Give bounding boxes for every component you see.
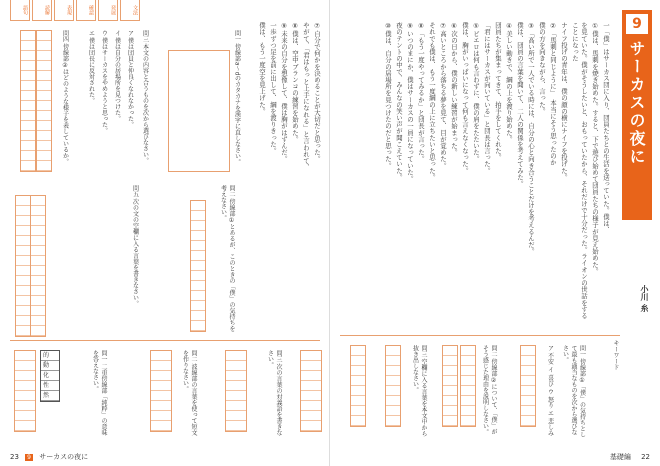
answer-grid[interactable]: [20, 30, 36, 172]
passage-column: ⑨未来の自分を想像して、僕は胸がはずんだ。: [280, 22, 288, 163]
passage-column: 「君にはサーカスが向いている」と団長は言った。: [483, 22, 491, 174]
question: 問二 傍線部①とあるが、このときの「僕」の気持ちを考えなさい。: [219, 185, 235, 332]
bottom-question: 問二 波線部の言葉を使って短文を作りなさい。: [181, 350, 197, 436]
passage-column: 一歩ずつ足を前に出して、綱を渡りきった。: [269, 22, 277, 154]
question-option: エ 僕は団長に反対された。: [87, 30, 95, 104]
right-page: [330, 0, 660, 466]
question-option: ア 僕は団員と仲良くなれなかった。: [126, 30, 134, 128]
answer-grid[interactable]: [150, 350, 172, 432]
page-number: 23: [10, 453, 19, 461]
answer-grid[interactable]: [190, 200, 206, 332]
answer-grid[interactable]: [460, 345, 476, 427]
footer-badge: 9: [27, 454, 31, 461]
option-item: 性: [41, 381, 59, 391]
lower-question: ア 不安 イ 喜び ウ 怒り エ 悲しみ: [546, 345, 554, 437]
section-divider: [10, 340, 320, 341]
passage-column: 僕は、団員の言葉を聞いて、二人の関係を考えてみた。: [516, 22, 524, 187]
answer-grid[interactable]: [385, 345, 401, 427]
kanji-answer-boxes[interactable]: [168, 50, 230, 172]
answer-grid[interactable]: [442, 345, 458, 427]
passage-column: 一「僕」はサーカス団に入り、団員たちとの生活を送っていた。僕は、: [602, 22, 610, 234]
footer-title: サーカスの夜に: [39, 453, 89, 461]
question-option: ウ 僕はサーカスをやめようと思った。: [100, 30, 108, 134]
author-name: 小川 糸: [640, 285, 649, 312]
left-passage: [248, 22, 323, 172]
option-table: [40, 350, 60, 402]
answer-grid[interactable]: [350, 345, 366, 427]
bottom-question: 問一 二重傍線部「純粋」の意味を答えなさい。: [91, 350, 107, 436]
question: 問四 傍線部②はどのような様子を表しているか。: [61, 30, 69, 165]
answer-grid[interactable]: [30, 195, 46, 337]
option-item: 動: [41, 361, 59, 371]
left-footer: [10, 452, 88, 462]
tab-item[interactable]: 文法: [120, 0, 140, 21]
passage-column: を見ていた。僕がそうしたいと、おもっていたから、それだけで十分だった。ライオンの世話をすることになった: [571, 22, 588, 319]
answer-grid[interactable]: [300, 350, 322, 432]
tab-item[interactable]: 語句: [10, 0, 30, 21]
question: 問一 傍線部a〜dのカタカナを漢字に直しなさい。: [233, 30, 241, 166]
passage-column: 僕は、胸がいっぱいになって何も言えなくなった。: [461, 22, 469, 174]
question: 問三 本文の内容と合うものを次から選びなさい。: [141, 30, 149, 164]
top-tabs: [10, 0, 160, 20]
answer-grid[interactable]: [225, 350, 247, 432]
passage-column: それでも僕は、もう一度綱の上に立ちたいと思った。: [428, 22, 436, 181]
tab-item[interactable]: 表現: [54, 0, 74, 21]
passage-column: ⑧僕は、空中ブランコの練習を始めた。: [291, 22, 299, 143]
passage-column: ⑥次の日から、僕の新しい練習が始まった。: [450, 22, 458, 156]
answer-grid[interactable]: [36, 30, 52, 172]
tab-item[interactable]: 確認: [76, 0, 96, 21]
passage-column: 僕は、もう一度空を見上げた。: [258, 22, 266, 115]
passage-column: 団員たちが集まってきて、拍手をしてくれた。: [494, 22, 502, 161]
option-item: 然: [41, 391, 59, 401]
passage-column: 夜のテントの中で、みんなの笑い声が聞こえていた。: [395, 22, 403, 181]
tab-item[interactable]: 発展: [98, 0, 118, 21]
passage-column: 僕の方を向きながら、言った。: [538, 22, 546, 115]
footer-section: 基礎編: [609, 453, 631, 461]
lower-question: 問一 傍線部①「僕」の気持ちとして最も適当なものを次から選びなさい。: [561, 345, 586, 438]
lesson-title-block: [622, 10, 652, 220]
passage-column: ⑦自分で何かを決めることが大切だと思った。: [313, 22, 321, 163]
question-option: イ 僕は自分の居場所を見つけた。: [113, 30, 121, 122]
page-number: 22: [641, 453, 650, 461]
passage-column: ⑩僕は、自分の居場所を見つけたのだと思った。: [384, 22, 392, 169]
passage-column: ⑦高いところから落ちる夢を見て、目が覚めた。: [439, 22, 447, 169]
section-divider: [340, 335, 620, 336]
passage-column: ④美しい動きで、綱の上を渡り始めた。: [505, 22, 513, 143]
answer-grid[interactable]: [15, 195, 31, 337]
tab-item[interactable]: 読解: [32, 0, 52, 21]
passage-column: ナイフ投げの青年は、僕の顔の横にナイフを投げた。: [560, 22, 568, 181]
question: 問五 次の文の空欄に入る言葉を書きなさい。: [131, 185, 139, 307]
passage-column: やがて、「君はもっと上手になれる」と言われて、: [302, 22, 310, 171]
main-passage: [340, 22, 612, 322]
answer-grid[interactable]: [520, 345, 536, 427]
note-label: キーワード: [612, 340, 619, 370]
right-footer: [610, 452, 650, 462]
option-item: 化: [41, 371, 59, 381]
lower-question: 問三 空欄に入る言葉を本文中から抜き出しなさい。: [411, 345, 427, 437]
answer-grid[interactable]: [14, 350, 36, 432]
option-item: 的: [41, 351, 59, 361]
passage-column: ⑧「もう一度やってみるか」と団長が言った。: [417, 22, 425, 163]
lesson-title: サーカスの夜に: [627, 40, 646, 166]
passage-column: ①僕は、馬刺を焼き始めた。すると、下で遊び始めて団員たちの様子が見え始めた。: [591, 22, 599, 275]
bottom-question: 問三 次の言葉の対義語を書きなさい。: [266, 350, 282, 436]
passage-column: ⑤ピエロは何も言わずに、僕の肩をたたいた。: [472, 22, 480, 163]
lesson-number: 9: [626, 14, 648, 34]
lower-question: 問二 傍線部②について、「僕」がそう感じた理由を説明しなさい。: [481, 345, 497, 435]
passage-column: ②「馬刺と同じように」 本当にそう思ったのか: [549, 22, 557, 166]
passage-column: ③「高い所で一人でいる時には、自分の心と向き合うことだけを考えるんだ。: [527, 22, 535, 255]
passage-column: ⑨いつのまにか、僕はサーカスの一員になっていた。: [406, 22, 414, 182]
